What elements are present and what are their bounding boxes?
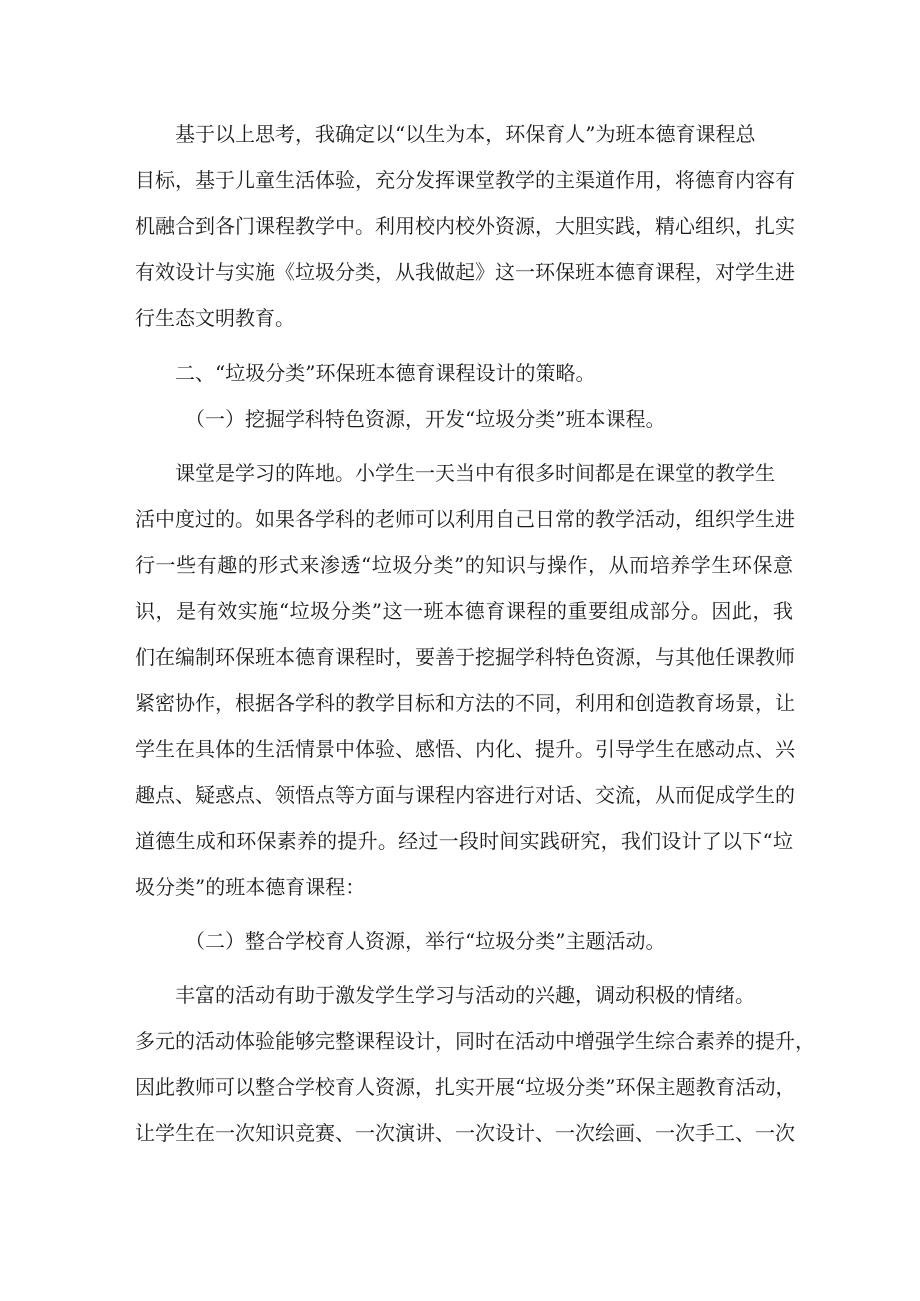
paragraph-2-line-7: 学生在具体的生活情景中体验、感悟、内化、提升。引导学生在感动点、兴 <box>135 737 795 761</box>
paragraph-2-line-8: 趣点、疑惑点、领悟点等方面与课程内容进行对话、交流，从而促成学生的 <box>135 783 795 807</box>
paragraph-1-line-1: 基于以上思考，我确定以“以生为本，环保育人”为班本德育课程总 <box>175 122 756 146</box>
paragraph-1-line-3: 机融合到各门课程教学中。利用校内校外资源，大胆实践，精心组织，扎实 <box>135 214 795 238</box>
subheading-1: （一）挖掘学科特色资源，开发“垃圾分类”班本课程。 <box>185 407 666 431</box>
paragraph-2-line-2: 活中度过的。如果各学科的老师可以利用自己日常的教学活动，组织学生进 <box>135 507 795 531</box>
paragraph-2-line-1: 课堂是学习的阵地。小学生一天当中有很多时间都是在课堂的教学生 <box>175 461 775 485</box>
paragraph-2-line-9: 道德生成和环保素养的提升。经过一段时间实践研究，我们设计了以下“垃 <box>135 829 793 853</box>
paragraph-3-line-2: 多元的活动体验能够完整课程设计，同时在活动中增强学生综合素养的提升， <box>135 1029 815 1053</box>
paragraph-1-line-4: 有效设计与实施《垃圾分类，从我做起》这一环保班本德育课程，对学生进 <box>135 260 795 284</box>
paragraph-2-line-4: 识，是有效实施“垃圾分类”这一班本德育课程的重要组成部分。因此，我 <box>135 599 793 623</box>
paragraph-1-line-2: 目标，基于儿童生活体验，充分发挥课堂教学的主渠道作用，将德育内容有 <box>135 168 795 192</box>
paragraph-3-line-3: 因此教师可以整合学校育人资源，扎实开展“垃圾分类”环保主题教育活动， <box>135 1075 796 1099</box>
paragraph-2-line-5: 们在编制环保班本德育课程时，要善于挖掘学科特色资源，与其他任课教师 <box>135 645 795 669</box>
section-heading-2: 二、“垃圾分类”环保班本德育课程设计的策略。 <box>175 361 596 385</box>
paragraph-2-line-3: 行一些有趣的形式来渗透“垃圾分类”的知识与操作，从而培养学生环保意 <box>135 553 793 577</box>
paragraph-2-line-6: 紧密协作，根据各学科的教学目标和方法的不同，利用和创造教育场景，让 <box>135 691 795 715</box>
paragraph-1-line-5: 行生态文明教育。 <box>135 306 295 330</box>
subheading-2: （二）整合学校育人资源，举行“垃圾分类”主题活动。 <box>185 929 666 953</box>
paragraph-3-line-4: 让学生在一次知识竞赛、一次演讲、一次设计、一次绘画、一次手工、一次 <box>135 1121 795 1145</box>
paragraph-3-line-1: 丰富的活动有助于激发学生学习与活动的兴趣，调动积极的情绪。 <box>175 983 755 1007</box>
paragraph-2-line-10: 圾分类”的班本德育课程： <box>135 875 366 899</box>
